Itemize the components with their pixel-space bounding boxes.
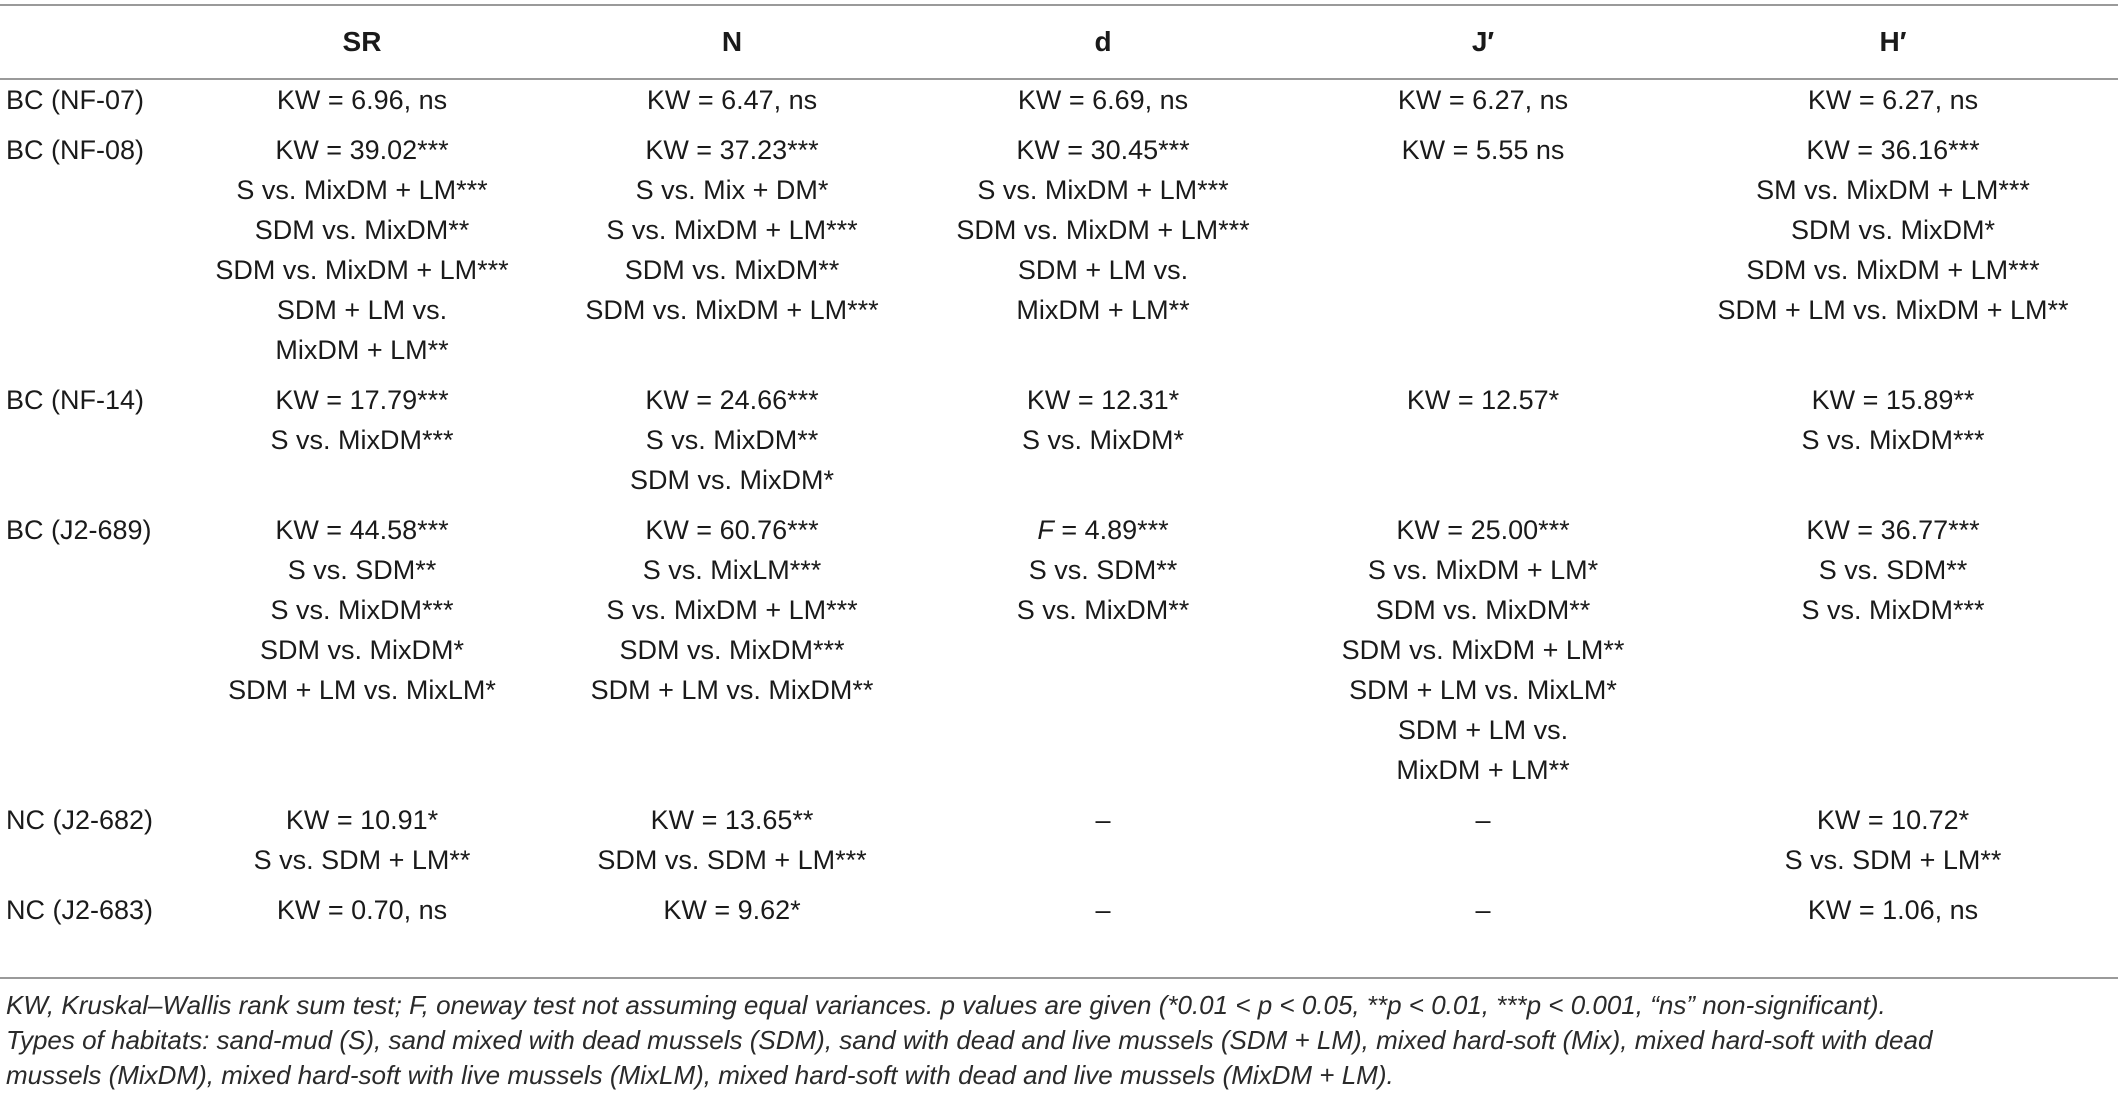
- footnote-divider: [0, 977, 2118, 979]
- cell-d: [908, 510, 1298, 800]
- cell-line: MixDM + LM**: [1016, 295, 1190, 325]
- cell-sr: [168, 510, 556, 800]
- cell-line: KW = 10.72*: [1816, 805, 1970, 835]
- cell-h: [1668, 79, 2118, 130]
- cell-line: S vs. MixDM***: [1801, 595, 1985, 625]
- statistics-table: [0, 4, 2118, 940]
- f-statistic-symbol: F: [1037, 515, 1054, 545]
- header-cell-label: [0, 5, 168, 79]
- cell-j: [1298, 800, 1668, 890]
- cell-line: SDM vs. MixDM*: [260, 635, 464, 665]
- cell-sr: [168, 130, 556, 380]
- cell-line: S vs. MixDM**: [645, 425, 819, 455]
- cell-d: [908, 380, 1298, 510]
- cell-line: F = 4.89***: [1037, 515, 1169, 545]
- cell-line: S vs. SDM**: [287, 555, 437, 585]
- cell-line: KW = 6.96, ns: [276, 85, 448, 115]
- row-label-text: BC (NF-08): [6, 135, 145, 165]
- cell-line: –: [1475, 805, 1491, 835]
- cell-line: KW = 0.70, ns: [276, 895, 448, 925]
- cell-line: SM vs. MixDM + LM***: [1756, 175, 2030, 205]
- cell-j: [1298, 380, 1668, 510]
- cell-line: KW = 12.57*: [1406, 385, 1560, 415]
- cell-line: SDM vs. MixDM**: [624, 255, 840, 285]
- table-row: [0, 380, 2118, 510]
- cell-line: S vs. MixDM + LM***: [606, 595, 858, 625]
- row-label: [0, 130, 168, 380]
- cell-n: [556, 79, 908, 130]
- cell-sr: [168, 890, 556, 940]
- header-cell-sr: SR: [168, 5, 556, 79]
- cell-line: KW = 36.77***: [1806, 515, 1980, 545]
- cell-line: S vs. MixLM***: [642, 555, 822, 585]
- cell-line: S vs. Mix + DM*: [635, 175, 829, 205]
- cell-line: SDM vs. MixDM + LM***: [215, 255, 509, 285]
- cell-line: KW = 37.23***: [645, 135, 819, 165]
- cell-line: SDM vs. MixDM + LM***: [585, 295, 879, 325]
- cell-line: KW = 39.02***: [275, 135, 449, 165]
- cell-n: [556, 130, 908, 380]
- cell-line: S vs. MixDM*: [1022, 425, 1184, 455]
- cell-line: KW = 36.16***: [1806, 135, 1980, 165]
- cell-h: [1668, 890, 2118, 940]
- cell-line: KW = 1.06, ns: [1807, 895, 1979, 925]
- cell-line: S vs. MixDM***: [270, 425, 454, 455]
- cell-line: SDM + LM vs. MixDM + LM**: [1717, 295, 2069, 325]
- cell-line: KW = 13.65**: [650, 805, 814, 835]
- cell-line: –: [1095, 805, 1111, 835]
- cell-sr: [168, 800, 556, 890]
- cell-line: KW = 15.89**: [1811, 385, 1975, 415]
- header-cell-d: d: [908, 5, 1298, 79]
- footnote-line: Types of habitats: sand-mud (S), sand mixed with dead mussels (SDM), sand with dead and live mussels (SDM + LM), mixed hard-soft (Mix), mixed hard-soft with dead: [6, 1025, 1933, 1055]
- table-footnote: [6, 988, 2114, 1093]
- cell-line: S vs. MixDM + LM***: [236, 175, 488, 205]
- header-cell-h: H′: [1668, 5, 2118, 79]
- cell-h: [1668, 130, 2118, 380]
- table-body: [0, 79, 2118, 940]
- cell-h: [1668, 510, 2118, 800]
- cell-line: KW = 6.69, ns: [1017, 85, 1189, 115]
- cell-n: [556, 890, 908, 940]
- cell-line: –: [1095, 895, 1111, 925]
- table-row: [0, 79, 2118, 130]
- table-header: [0, 5, 2118, 79]
- header-row: [0, 5, 2118, 79]
- cell-line: KW = 9.62*: [663, 895, 801, 925]
- cell-line: KW = 6.27, ns: [1397, 85, 1569, 115]
- cell-line: SDM vs. MixDM + LM***: [1746, 255, 2040, 285]
- cell-line: SDM + LM vs.: [1397, 715, 1569, 745]
- table-row: [0, 510, 2118, 800]
- row-label-text: BC (NF-07): [6, 85, 145, 115]
- row-label-text: BC (NF-14): [6, 385, 145, 415]
- cell-line: SDM vs. MixDM*: [630, 465, 834, 495]
- cell-line: KW = 10.91*: [285, 805, 439, 835]
- cell-line: S vs. SDM + LM**: [253, 845, 471, 875]
- cell-line: SDM + LM vs.: [1017, 255, 1189, 285]
- cell-line: S vs. SDM**: [1818, 555, 1968, 585]
- row-label-text: NC (J2-682): [6, 805, 154, 835]
- cell-line: SDM + LM vs. MixLM*: [228, 675, 496, 705]
- cell-n: [556, 380, 908, 510]
- cell-line: SDM + LM vs.: [276, 295, 448, 325]
- cell-line: S vs. SDM + LM**: [1784, 845, 2002, 875]
- cell-line: S vs. SDM**: [1028, 555, 1178, 585]
- cell-h: [1668, 380, 2118, 510]
- cell-line: KW = 12.31*: [1026, 385, 1180, 415]
- cell-j: [1298, 510, 1668, 800]
- cell-line: SDM vs. MixDM**: [254, 215, 470, 245]
- cell-line: KW = 17.79***: [275, 385, 449, 415]
- footnote-line: KW, Kruskal–Wallis rank sum test; F, oneway test not assuming equal variances. p values are given (*0.01 < p < 0.05, **p < 0.01, ***p < 0.001, “ns” non-significant).: [6, 990, 1886, 1020]
- row-label: [0, 380, 168, 510]
- row-label: [0, 510, 168, 800]
- header-cell-n: N: [556, 5, 908, 79]
- cell-line: SDM vs. MixDM***: [619, 635, 845, 665]
- cell-line: S vs. MixDM + LM***: [606, 215, 858, 245]
- cell-j: [1298, 890, 1668, 940]
- cell-line: SDM vs. MixDM + LM**: [1341, 635, 1625, 665]
- cell-line: SDM vs. MixDM*: [1791, 215, 1995, 245]
- cell-sr: [168, 79, 556, 130]
- cell-d: [908, 890, 1298, 940]
- cell-j: [1298, 130, 1668, 380]
- table-row: [0, 800, 2118, 890]
- cell-d: [908, 79, 1298, 130]
- table-row: [0, 890, 2118, 940]
- cell-line: S vs. MixDM***: [1801, 425, 1985, 455]
- cell-line: KW = 6.47, ns: [646, 85, 818, 115]
- cell-line: MixDM + LM**: [275, 335, 449, 365]
- cell-h: [1668, 800, 2118, 890]
- cell-line: KW = 44.58***: [275, 515, 449, 545]
- cell-line: KW = 5.55 ns: [1401, 135, 1565, 165]
- cell-n: [556, 510, 908, 800]
- cell-d: [908, 800, 1298, 890]
- cell-j: [1298, 79, 1668, 130]
- cell-line: S vs. MixDM***: [270, 595, 454, 625]
- cell-line: KW = 24.66***: [645, 385, 819, 415]
- cell-line: KW = 60.76***: [645, 515, 819, 545]
- cell-line: S vs. MixDM + LM***: [977, 175, 1229, 205]
- cell-line: –: [1475, 895, 1491, 925]
- cell-line: SDM vs. MixDM**: [1375, 595, 1591, 625]
- cell-n: [556, 800, 908, 890]
- cell-line: S vs. MixDM + LM*: [1367, 555, 1599, 585]
- row-label: [0, 890, 168, 940]
- footnote-line: mussels (MixDM), mixed hard-soft with live mussels (MixLM), mixed hard-soft with dead and live mussels (MixDM + LM).: [6, 1060, 1394, 1090]
- cell-line: SDM + LM vs. MixDM**: [590, 675, 874, 705]
- cell-line: KW = 25.00***: [1396, 515, 1570, 545]
- cell-line: KW = 30.45***: [1016, 135, 1190, 165]
- row-label: [0, 79, 168, 130]
- cell-line: SDM + LM vs. MixLM*: [1349, 675, 1617, 705]
- cell-line: SDM vs. MixDM + LM***: [956, 215, 1250, 245]
- cell-line: MixDM + LM**: [1396, 755, 1570, 785]
- row-label: [0, 800, 168, 890]
- cell-sr: [168, 380, 556, 510]
- cell-line: KW = 6.27, ns: [1807, 85, 1979, 115]
- cell-line: S vs. MixDM**: [1016, 595, 1190, 625]
- row-label-text: NC (J2-683): [6, 895, 154, 925]
- table-row: [0, 130, 2118, 380]
- header-cell-j: J′: [1298, 5, 1668, 79]
- row-label-text: BC (J2-689): [6, 515, 152, 545]
- cell-line: SDM vs. SDM + LM***: [597, 845, 867, 875]
- cell-d: [908, 130, 1298, 380]
